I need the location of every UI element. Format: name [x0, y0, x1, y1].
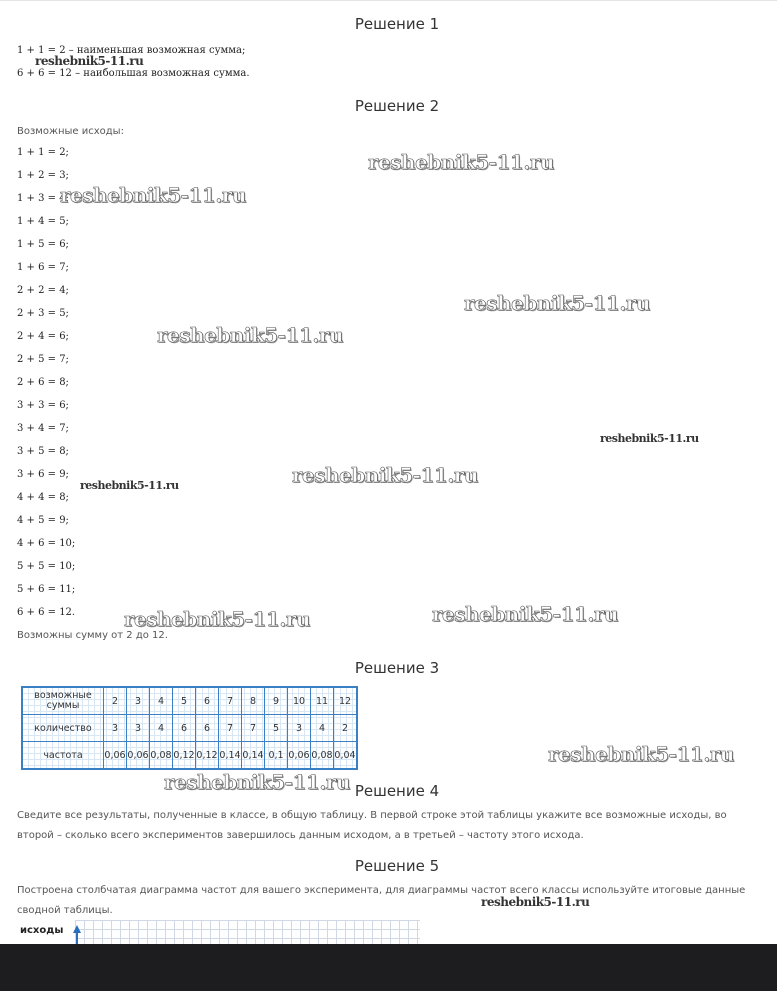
watermark: reshebnik5-11.ru: [464, 291, 650, 315]
solution-2-conclusion: Возможны сумму от 2 до 12.: [17, 630, 168, 641]
table-cell: 6: [196, 715, 219, 742]
outcome-item: 1 + 4 = 5;: [17, 216, 69, 227]
chart-grid: [75, 920, 420, 944]
table-cell: 0,06: [127, 742, 150, 770]
table-cell: 0,06: [288, 742, 311, 770]
table-cell: 0,04: [334, 742, 358, 770]
solution-4-heading: Решение 4: [354, 782, 440, 800]
table-cell: 0,06: [104, 742, 127, 770]
outcome-item: 2 + 5 = 7;: [17, 354, 69, 365]
watermark: reshebnik5-11.ru: [481, 895, 590, 909]
table-cell: 4: [311, 715, 334, 742]
table-cell: 6: [196, 687, 219, 715]
table-cell: 10: [288, 687, 311, 715]
table-cell: 0,1: [265, 742, 288, 770]
solution-5-heading: Решение 5: [354, 857, 440, 875]
row-label-sums: возможные суммы: [22, 687, 104, 715]
table-row-counts: [22, 715, 357, 742]
outcome-item: 3 + 3 = 6;: [17, 400, 69, 411]
table-cell: 0,08: [150, 742, 173, 770]
table-cell: 0,14: [242, 742, 265, 770]
outcome-item: 1 + 5 = 6;: [17, 239, 69, 250]
chart-axis-label: исходы: [20, 925, 64, 936]
solution-1-line-2: 6 + 6 = 12 – наибольшая возможная сумма.: [17, 68, 250, 79]
watermark: reshebnik5-11.ru: [432, 602, 618, 626]
axis-arrow-icon: [73, 925, 81, 933]
outcome-item: 5 + 6 = 11;: [17, 584, 76, 595]
solution-2-heading: Решение 2: [354, 97, 440, 115]
table-cell: 3: [104, 715, 127, 742]
table-cell: 11: [311, 687, 334, 715]
watermark: reshebnik5-11.ru: [164, 770, 350, 794]
outcome-item: 1 + 3 = 4;: [17, 193, 69, 204]
watermark: reshebnik5-11.ru: [35, 54, 144, 68]
table-cell: 3: [127, 715, 150, 742]
outcome-item: 4 + 5 = 9;: [17, 515, 69, 526]
outcome-item: 1 + 6 = 7;: [17, 262, 69, 273]
row-label-counts: количество: [22, 715, 104, 742]
table-cell: 4: [150, 715, 173, 742]
outcome-item: 3 + 5 = 8;: [17, 446, 69, 457]
table-cell: 0,12: [196, 742, 219, 770]
watermark: reshebnik5-11.ru: [157, 323, 343, 347]
outcome-item: 1 + 1 = 2;: [17, 147, 69, 158]
outcome-item: 4 + 4 = 8;: [17, 492, 69, 503]
watermark: reshebnik5-11.ru: [60, 183, 246, 207]
solution-1-line-1: 1 + 1 = 2 – наименьшая возможная сумма;: [17, 45, 246, 56]
solution-3-heading: Решение 3: [354, 659, 440, 677]
outcome-item: 5 + 5 = 10;: [17, 561, 76, 572]
top-divider: [0, 0, 777, 7]
table-cell: 5: [265, 715, 288, 742]
table-row-freqs: [22, 742, 357, 770]
bottom-bar: [0, 944, 777, 991]
solution-4-text: Сведите все результаты, полученные в классе, в общую таблицу. В первой строке этой таблицы укажите все возможные исходы, во второй – сколько всего экспериментов завершилось данным исходом, а в третьей – частоту этого исхода.: [17, 810, 727, 841]
table-cell: 8: [242, 687, 265, 715]
outcome-item: 6 + 6 = 12.: [17, 607, 76, 618]
table-cell: 0,12: [173, 742, 196, 770]
table-cell: 7: [219, 687, 242, 715]
watermark: reshebnik5-11.ru: [292, 463, 478, 487]
row-label-freqs: частота: [22, 742, 104, 770]
table-cell: 6: [173, 715, 196, 742]
outcome-item: 2 + 4 = 6;: [17, 331, 69, 342]
outcome-item: 3 + 4 = 7;: [17, 423, 69, 434]
table-cell: 4: [150, 687, 173, 715]
table-cell: 3: [127, 687, 150, 715]
watermark: reshebnik5-11.ru: [548, 742, 734, 766]
watermark: reshebnik5-11.ru: [368, 150, 554, 174]
table-cell: 2: [104, 687, 127, 715]
table-cell: 0,08: [311, 742, 334, 770]
table-cell: 7: [242, 715, 265, 742]
table-cell: 12: [334, 687, 358, 715]
table-row-sums: [22, 687, 357, 715]
outcome-item: 2 + 6 = 8;: [17, 377, 69, 388]
outcome-item: 2 + 2 = 4;: [17, 285, 69, 296]
solution-1-heading: Решение 1: [354, 15, 440, 33]
outcome-item: 2 + 3 = 5;: [17, 308, 69, 319]
solution-2-intro: Возможные исходы:: [17, 126, 124, 137]
solution-5-text: Построена столбчатая диаграмма частот для вашего эксперимента, для диаграммы частот всего классы используйте итоговые данные сводной таблицы.: [17, 885, 746, 916]
axis-line: [76, 932, 78, 944]
table-cell: 5: [173, 687, 196, 715]
watermark: reshebnik5-11.ru: [80, 479, 179, 492]
outcome-item: 4 + 6 = 10;: [17, 538, 76, 549]
table-cell: 2: [334, 715, 358, 742]
outcome-item: 1 + 2 = 3;: [17, 170, 69, 181]
watermark: reshebnik5-11.ru: [600, 432, 699, 445]
outcome-item: 3 + 6 = 9;: [17, 469, 69, 480]
table-cell: 9: [265, 687, 288, 715]
table-cell: 3: [288, 715, 311, 742]
table-cell: 7: [219, 715, 242, 742]
table-cell: 0,14: [219, 742, 242, 770]
watermark: reshebnik5-11.ru: [124, 607, 310, 631]
frequency-table: [21, 686, 358, 770]
